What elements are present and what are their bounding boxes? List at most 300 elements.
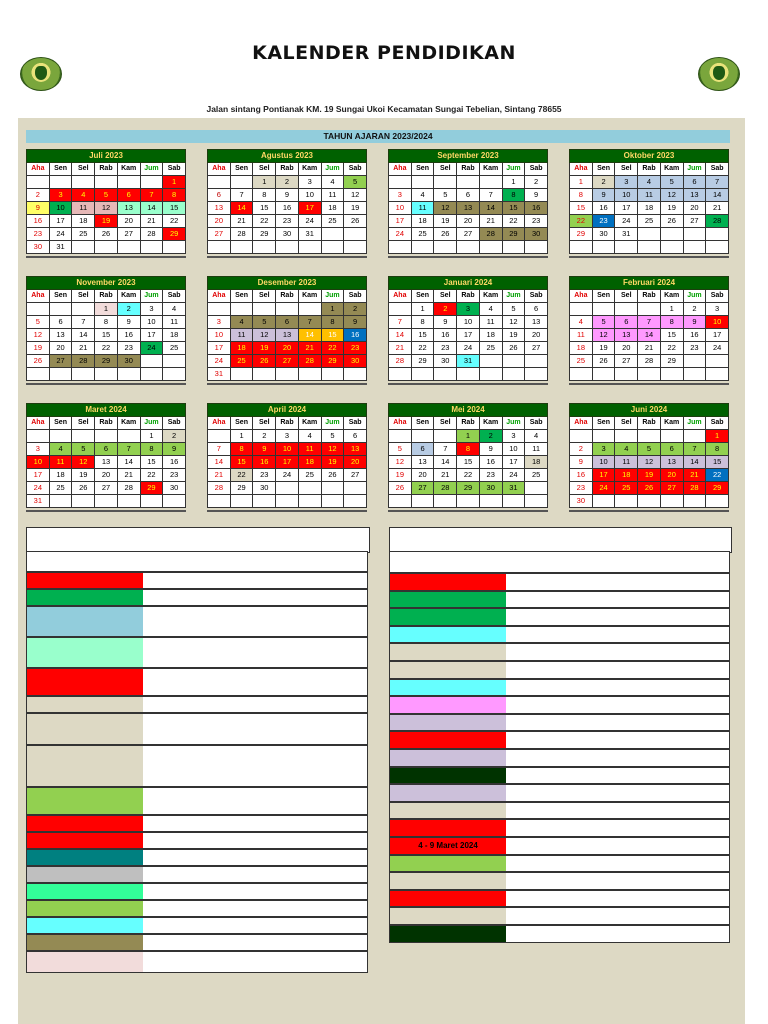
- empty-cell: [661, 241, 684, 254]
- empty-cell: [27, 368, 50, 381]
- day-cell: 17: [299, 202, 322, 215]
- legend-text: [506, 891, 729, 907]
- month-title: November 2023: [26, 276, 186, 290]
- day-name: Jum: [503, 290, 526, 303]
- day-name: Jum: [503, 163, 526, 176]
- empty-cell: [706, 228, 729, 241]
- day-cell: 8: [503, 189, 526, 202]
- day-cell: 24: [299, 215, 322, 228]
- day-cell: 1: [661, 303, 684, 316]
- empty-cell: [525, 368, 548, 381]
- day-cell: 26: [95, 228, 118, 241]
- day-cell: 15: [503, 202, 526, 215]
- day-name: Sel: [253, 290, 276, 303]
- empty-cell: [503, 368, 526, 381]
- day-name: Sen: [231, 290, 254, 303]
- legend-swatch: [27, 638, 144, 667]
- legend-swatch: [390, 768, 507, 784]
- day-cell: 1: [412, 303, 435, 316]
- day-cell: 2: [276, 176, 299, 189]
- empty-cell: [412, 241, 435, 254]
- day-name: Rab: [638, 290, 661, 303]
- day-cell: 25: [231, 355, 254, 368]
- legend-swatch: [27, 607, 144, 636]
- day-cell: 8: [253, 189, 276, 202]
- legend-text: [143, 788, 367, 814]
- legend-text: [506, 627, 729, 643]
- day-cell: 19: [253, 342, 276, 355]
- legend-swatch: [27, 816, 144, 831]
- day-cell: 31: [503, 482, 526, 495]
- day-cell: 17: [593, 469, 616, 482]
- day-cell: 21: [118, 469, 141, 482]
- day-cell: 22: [706, 469, 729, 482]
- legend-right-row: [389, 837, 730, 855]
- month-grid: [569, 290, 729, 381]
- legend-text: [143, 697, 367, 712]
- day-cell: 7: [389, 316, 412, 329]
- day-name: Sel: [253, 163, 276, 176]
- day-name: Aha: [27, 417, 50, 430]
- day-cell: 22: [503, 215, 526, 228]
- day-cell: 3: [389, 189, 412, 202]
- empty-cell: [593, 241, 616, 254]
- legend-swatch: [390, 574, 507, 590]
- month-title: September 2023: [388, 149, 548, 163]
- day-cell: 28: [141, 228, 164, 241]
- day-cell: 12: [72, 456, 95, 469]
- day-cell: 2: [163, 430, 186, 443]
- legend-swatch: [27, 901, 144, 916]
- empty-cell: [253, 495, 276, 508]
- day-name: Aha: [570, 417, 593, 430]
- day-name: Sab: [706, 290, 729, 303]
- legend-text: [506, 926, 729, 942]
- empty-cell: [118, 176, 141, 189]
- day-cell: 28: [706, 215, 729, 228]
- day-cell: 11: [50, 456, 73, 469]
- day-cell: 29: [503, 228, 526, 241]
- empty-cell: [253, 368, 276, 381]
- month-6: [207, 276, 367, 385]
- day-name: Kam: [480, 417, 503, 430]
- day-cell: 25: [72, 228, 95, 241]
- day-name: Rab: [276, 290, 299, 303]
- legend-swatch: 4 - 9 Maret 2024: [390, 838, 507, 854]
- day-name: Aha: [570, 290, 593, 303]
- day-cell: 24: [457, 342, 480, 355]
- day-name: Jum: [141, 290, 164, 303]
- month-title: Oktober 2023: [569, 149, 729, 163]
- empty-cell: [525, 482, 548, 495]
- day-cell: 17: [389, 215, 412, 228]
- day-cell: 21: [299, 342, 322, 355]
- day-cell: 5: [503, 303, 526, 316]
- empty-cell: [72, 241, 95, 254]
- legend-left-row: [26, 815, 368, 832]
- month-underline: [26, 383, 186, 385]
- day-cell: 30: [253, 482, 276, 495]
- empty-cell: [95, 495, 118, 508]
- legend-text: [143, 816, 367, 831]
- day-cell: 21: [434, 469, 457, 482]
- day-cell: 1: [706, 430, 729, 443]
- day-cell: 1: [457, 430, 480, 443]
- legend-right-row: [389, 907, 730, 925]
- legend-text: [506, 680, 729, 696]
- empty-cell: [503, 241, 526, 254]
- day-cell: 5: [27, 316, 50, 329]
- day-cell: 31: [208, 368, 231, 381]
- day-name: Rab: [95, 290, 118, 303]
- day-cell: 10: [27, 456, 50, 469]
- day-cell: 14: [389, 329, 412, 342]
- empty-cell: [208, 430, 231, 443]
- day-cell: 9: [276, 189, 299, 202]
- day-name: Sen: [593, 290, 616, 303]
- empty-cell: [50, 430, 73, 443]
- day-cell: 16: [344, 329, 367, 342]
- day-cell: 22: [163, 215, 186, 228]
- day-name: Kam: [299, 163, 322, 176]
- day-cell: 12: [95, 202, 118, 215]
- day-name: Rab: [457, 290, 480, 303]
- empty-cell: [480, 176, 503, 189]
- day-cell: 17: [276, 456, 299, 469]
- legend-text: [143, 918, 367, 933]
- legend-swatch: [390, 715, 507, 731]
- day-cell: 17: [615, 202, 638, 215]
- day-name: Kam: [118, 290, 141, 303]
- day-cell: 15: [322, 329, 345, 342]
- legend-left-row: [26, 849, 368, 866]
- day-cell: 6: [95, 443, 118, 456]
- day-cell: 3: [50, 189, 73, 202]
- day-cell: 19: [344, 202, 367, 215]
- day-cell: 6: [208, 189, 231, 202]
- day-cell: 6: [344, 430, 367, 443]
- empty-cell: [72, 368, 95, 381]
- day-cell: 5: [661, 176, 684, 189]
- day-cell: 16: [525, 202, 548, 215]
- legend-text: [506, 838, 729, 854]
- legend-right-row: [389, 890, 730, 908]
- day-name: Aha: [208, 417, 231, 430]
- empty-cell: [480, 355, 503, 368]
- day-cell: 1: [141, 430, 164, 443]
- day-cell: 14: [434, 456, 457, 469]
- day-cell: 29: [141, 482, 164, 495]
- day-cell: 28: [72, 355, 95, 368]
- month-grid: [388, 290, 548, 381]
- day-cell: 24: [389, 228, 412, 241]
- day-name: Sen: [231, 163, 254, 176]
- day-cell: 20: [525, 329, 548, 342]
- day-cell: 22: [412, 342, 435, 355]
- month-9: [26, 403, 186, 512]
- day-cell: 24: [503, 469, 526, 482]
- day-cell: 8: [457, 443, 480, 456]
- legend-text: [506, 609, 729, 625]
- day-cell: 27: [208, 228, 231, 241]
- day-cell: 16: [684, 329, 707, 342]
- day-cell: 3: [27, 443, 50, 456]
- day-cell: 17: [706, 329, 729, 342]
- empty-cell: [706, 241, 729, 254]
- day-cell: 16: [253, 456, 276, 469]
- day-name: Rab: [457, 163, 480, 176]
- day-cell: 5: [638, 443, 661, 456]
- day-cell: 13: [50, 329, 73, 342]
- empty-cell: [231, 368, 254, 381]
- day-cell: 28: [208, 482, 231, 495]
- empty-cell: [389, 430, 412, 443]
- day-name: Aha: [27, 290, 50, 303]
- empty-cell: [95, 430, 118, 443]
- day-cell: 30: [434, 355, 457, 368]
- day-cell: 6: [661, 443, 684, 456]
- day-name: Jum: [684, 417, 707, 430]
- month-title: Februari 2024: [569, 276, 729, 290]
- day-cell: 13: [276, 329, 299, 342]
- day-name: Sen: [231, 417, 254, 430]
- empty-cell: [27, 176, 50, 189]
- legend-right-row: [389, 591, 730, 609]
- day-cell: 19: [72, 469, 95, 482]
- day-name: Aha: [389, 417, 412, 430]
- legend-swatch: [390, 820, 507, 836]
- day-cell: 5: [389, 443, 412, 456]
- legend-swatch: [27, 573, 144, 588]
- day-name: Aha: [208, 290, 231, 303]
- day-cell: 26: [27, 355, 50, 368]
- empty-cell: [299, 241, 322, 254]
- day-name: Kam: [118, 163, 141, 176]
- day-cell: 12: [503, 316, 526, 329]
- day-cell: 22: [231, 469, 254, 482]
- legend-text: [506, 768, 729, 784]
- day-name: Rab: [638, 163, 661, 176]
- day-cell: 23: [276, 215, 299, 228]
- day-name: Kam: [661, 163, 684, 176]
- day-cell: 12: [593, 329, 616, 342]
- legend-text: [506, 820, 729, 836]
- day-name: Aha: [570, 163, 593, 176]
- legend-text: [143, 746, 367, 786]
- empty-cell: [412, 495, 435, 508]
- legend-left-row: [26, 589, 368, 606]
- day-cell: 4: [525, 430, 548, 443]
- day-name: Jum: [141, 163, 164, 176]
- day-cell: 26: [593, 355, 616, 368]
- empty-cell: [412, 430, 435, 443]
- legend-right-row: [389, 872, 730, 890]
- legend-left-row: [26, 934, 368, 951]
- day-cell: 19: [638, 469, 661, 482]
- legend-text: [143, 935, 367, 950]
- day-cell: 1: [322, 303, 345, 316]
- day-cell: 18: [231, 342, 254, 355]
- empty-cell: [299, 303, 322, 316]
- day-cell: 6: [276, 316, 299, 329]
- month-underline: [26, 256, 186, 258]
- empty-cell: [457, 241, 480, 254]
- day-name: Jum: [503, 417, 526, 430]
- day-cell: 25: [480, 342, 503, 355]
- day-cell: 20: [661, 469, 684, 482]
- legend-text: [143, 638, 367, 667]
- empty-cell: [434, 176, 457, 189]
- day-cell: 26: [661, 215, 684, 228]
- legend-right-row: [389, 696, 730, 714]
- month-grid: [207, 417, 367, 508]
- day-cell: 26: [253, 355, 276, 368]
- day-name: Jum: [322, 417, 345, 430]
- day-cell: 30: [344, 355, 367, 368]
- legend-swatch: [390, 873, 507, 889]
- empty-cell: [684, 355, 707, 368]
- legend-swatch: [390, 803, 507, 819]
- day-cell: 18: [50, 469, 73, 482]
- day-cell: 20: [412, 469, 435, 482]
- empty-cell: [95, 368, 118, 381]
- legend-swatch: [390, 732, 507, 748]
- day-cell: 21: [72, 342, 95, 355]
- day-cell: 7: [231, 189, 254, 202]
- legend-left-row: [26, 951, 368, 973]
- day-cell: 8: [412, 316, 435, 329]
- day-name: Sel: [434, 417, 457, 430]
- legend-swatch: [390, 926, 507, 942]
- month-underline: [207, 510, 367, 512]
- legend-swatch: [390, 552, 507, 572]
- empty-cell: [389, 495, 412, 508]
- day-name: Sel: [72, 290, 95, 303]
- legend-right-header: [389, 527, 732, 553]
- empty-cell: [593, 495, 616, 508]
- empty-cell: [208, 241, 231, 254]
- day-cell: 24: [141, 342, 164, 355]
- empty-cell: [118, 368, 141, 381]
- day-name: Sen: [50, 163, 73, 176]
- day-cell: 10: [299, 189, 322, 202]
- day-cell: 18: [570, 342, 593, 355]
- day-name: Sel: [434, 163, 457, 176]
- day-cell: 12: [638, 456, 661, 469]
- legend-swatch: [390, 856, 507, 872]
- empty-cell: [72, 495, 95, 508]
- empty-cell: [344, 241, 367, 254]
- day-cell: 17: [141, 329, 164, 342]
- legend-swatch: [27, 918, 144, 933]
- day-cell: 8: [141, 443, 164, 456]
- day-cell: 13: [344, 443, 367, 456]
- day-cell: 9: [163, 443, 186, 456]
- empty-cell: [163, 355, 186, 368]
- day-cell: 8: [570, 189, 593, 202]
- day-cell: 15: [163, 202, 186, 215]
- legend-right-row: [389, 784, 730, 802]
- legend-swatch: [27, 746, 144, 786]
- legend-swatch: [390, 627, 507, 643]
- empty-cell: [208, 303, 231, 316]
- day-cell: 5: [344, 176, 367, 189]
- day-cell: 6: [412, 443, 435, 456]
- day-name: Sen: [593, 163, 616, 176]
- day-name: Sen: [50, 290, 73, 303]
- day-cell: 2: [253, 430, 276, 443]
- empty-cell: [480, 495, 503, 508]
- day-cell: 17: [50, 215, 73, 228]
- day-cell: 6: [525, 303, 548, 316]
- day-cell: 13: [661, 456, 684, 469]
- day-name: Jum: [322, 290, 345, 303]
- day-name: Kam: [118, 417, 141, 430]
- month-5: [26, 276, 186, 385]
- day-cell: 25: [638, 215, 661, 228]
- month-grid: [569, 417, 729, 508]
- day-cell: 11: [570, 329, 593, 342]
- day-cell: 7: [706, 176, 729, 189]
- day-cell: 20: [95, 469, 118, 482]
- empty-cell: [706, 355, 729, 368]
- day-cell: 20: [50, 342, 73, 355]
- day-cell: 10: [208, 329, 231, 342]
- page-title: KALENDER PENDIDIKAN: [252, 42, 516, 64]
- day-cell: 21: [638, 342, 661, 355]
- day-cell: 16: [27, 215, 50, 228]
- empty-cell: [615, 368, 638, 381]
- legend-left-row: [26, 551, 368, 572]
- month-underline: [569, 383, 729, 385]
- day-cell: 15: [706, 456, 729, 469]
- day-cell: 24: [276, 469, 299, 482]
- day-cell: 9: [434, 316, 457, 329]
- day-name: Sab: [706, 417, 729, 430]
- legend-text: [143, 952, 367, 972]
- day-cell: 4: [412, 189, 435, 202]
- day-cell: 11: [615, 456, 638, 469]
- day-cell: 7: [299, 316, 322, 329]
- day-cell: 12: [27, 329, 50, 342]
- empty-cell: [322, 228, 345, 241]
- day-cell: 14: [208, 456, 231, 469]
- empty-cell: [322, 368, 345, 381]
- month-underline: [26, 510, 186, 512]
- day-cell: 10: [141, 316, 164, 329]
- day-cell: 31: [615, 228, 638, 241]
- day-cell: 7: [480, 189, 503, 202]
- day-cell: 11: [412, 202, 435, 215]
- month-underline: [569, 256, 729, 258]
- day-cell: 19: [434, 215, 457, 228]
- day-cell: 7: [638, 316, 661, 329]
- day-cell: 15: [231, 456, 254, 469]
- day-cell: 13: [525, 316, 548, 329]
- day-cell: 10: [593, 456, 616, 469]
- legend-left-row: [26, 917, 368, 934]
- day-cell: 6: [457, 189, 480, 202]
- day-cell: 20: [344, 456, 367, 469]
- empty-cell: [525, 495, 548, 508]
- day-cell: 23: [434, 342, 457, 355]
- day-name: Aha: [27, 163, 50, 176]
- empty-cell: [638, 368, 661, 381]
- day-cell: 18: [163, 329, 186, 342]
- day-cell: 29: [661, 355, 684, 368]
- legend-right-row: [389, 855, 730, 873]
- month-title: Juli 2023: [26, 149, 186, 163]
